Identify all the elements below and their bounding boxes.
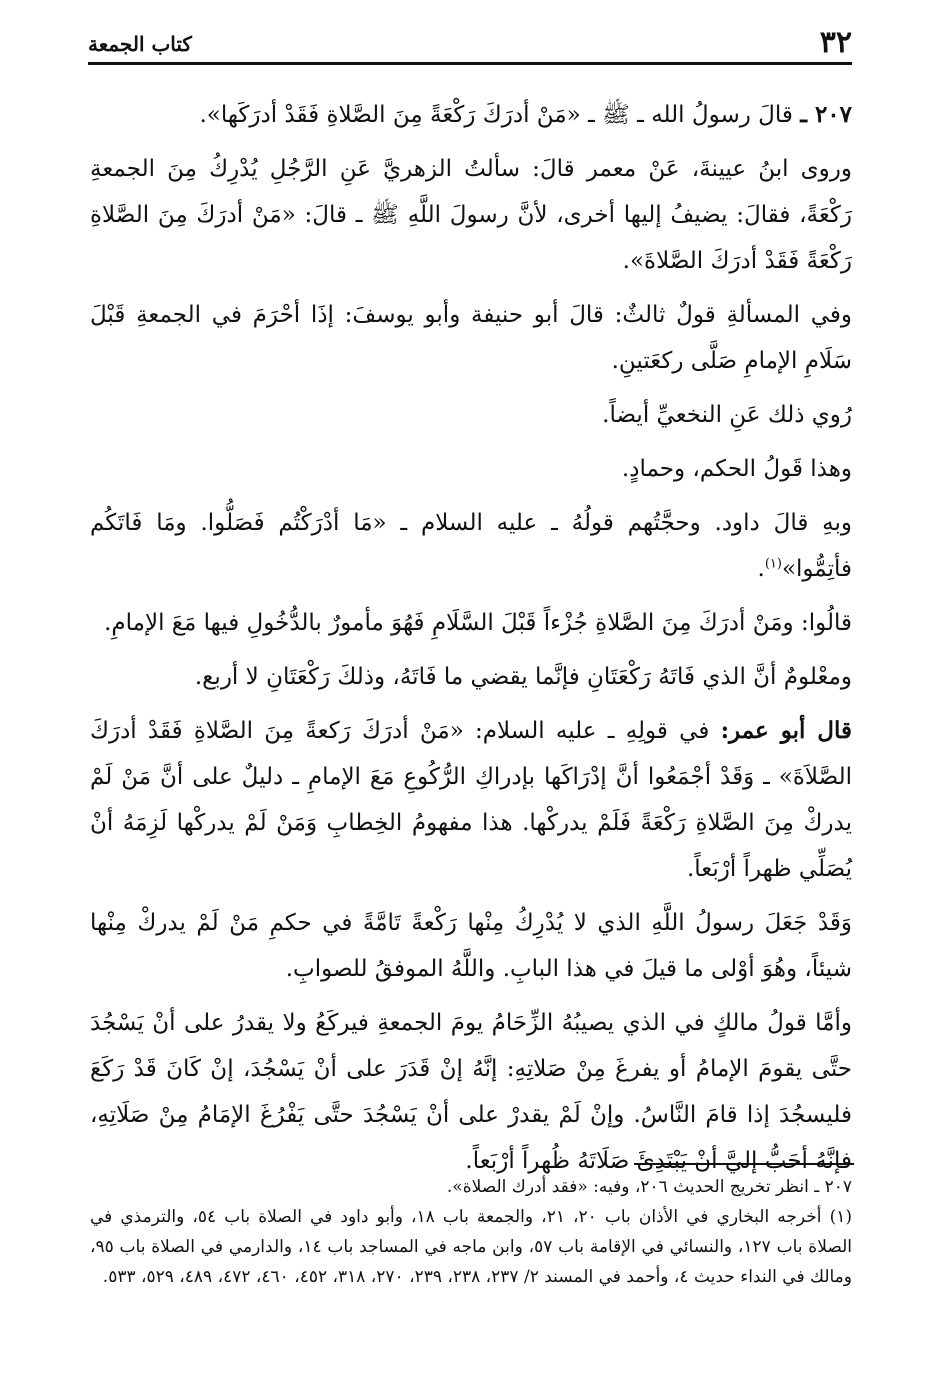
page-header (88, 22, 852, 65)
paragraph-text: قالَ رسولُ الله ـ ﷺ ـ «مَنْ أدرَكَ رَكْعَةً مِنَ الصَّلاةِ فَقَدْ أدرَكَها». (199, 102, 793, 128)
paragraph (90, 500, 852, 592)
paragraph-abu-umar (90, 708, 852, 892)
paragraph-tail: . (757, 556, 765, 582)
paragraph: وَقَدْ جَعَلَ رسولُ اللَّهِ الذي لا يُدْرِكُ مِنْها رَكْعةً تَامَّةً في حكمِ مَنْ لَمْ يدركْ مِنْها شيئاً، وهُوَ أوْلى ما قيلَ في هذا البابِ. واللَّهُ الموفقُ للصوابِ. (90, 910, 852, 982)
page-number: ٣٢ (819, 25, 852, 60)
speaker-lead: قال أبو عمر: (720, 717, 853, 744)
main-text (90, 92, 852, 1192)
footnote-reference[interactable]: (١) (764, 556, 782, 572)
footnote: (١) أخرجه البخاري في الأذان باب ٢٠، ٢١، والجمعة باب ١٨، وأبو داود في الصلاة باب ٥٤، والترمذي في الصلاة باب ١٢٧، والنسائي في الإقامة باب ٥٧، وابن ماجه في المساجد باب ١٤، والدارمي في الصلاة باب ٩٥، ومالك في النداء حديث ٤، وأحمد في المسند ٢/ ٢٣٧، ٢٣٨، ٢٣٩، ٢٧٠، ٣١٨، ٤٥٢، ٤٦٠، ٤٧٢، ٤٨٩، ٥٢٩، ٥٣٣. (90, 1207, 853, 1287)
paragraph: رُوي ذلك عَنِ النخعيِّ أيضاً. (602, 402, 852, 428)
paragraph: وفي المسألةِ قولٌ ثالثٌ: قالَ أبو حنيفة وأبو يوسفَ: إذَا أحْرَمَ في الجمعةِ قَبْلَ سَلَامِ الإمامِ صَلَّى ركعَتينِ. (90, 302, 852, 374)
paragraph: وهذا قَولُ الحكم، وحمادٍ. (621, 456, 852, 482)
paragraph: وروى ابنُ عيينةَ، عَنْ معمر قالَ: سألتُ الزهريَّ عَنِ الرَّجُلِ يُدْرِكُ مِنَ الجمعةِ رَكْعَةً، فقالَ: يضيفُ إليها أخرى، لأنَّ رسولَ اللَّهِ ﷺ ـ قالَ: «مَنْ أدرَكَ مِنَ الصَّلاةِ رَكْعَةً فَقَدْ أدرَكَ الصَّلاةَ». (90, 156, 852, 274)
paragraph: ومعْلومٌ أنَّ الذي فَاتَهُ رَكْعَتَانِ فإنَّما يقضي ما فَاتَهُ، وذلكَ رَكْعَتَانِ لا أربع. (194, 664, 852, 690)
paragraph: وأمَّا قولُ مالكٍ في الذي يصيبُهُ الزِّحَامُ يومَ الجمعةِ فيركَعُ ولا يقدرُ على أنْ يَسْجُدَ حتَّى يقومَ الإمامُ أو يفرغَ مِنْ صَلاتِهِ: إنَّهُ إنْ قَدَرَ على أنْ يَسْجُدَ، إنْ كَانَ قَدْ رَكَعَ فليسجُدَ إذا قامَ النَّاسُ. وإنْ لَمْ يقدرْ على أنْ يَسْجُدَ حتَّى يَفْرُغَ الإمَامُ مِنْ صَلَاتِهِ، فإنَّهُ أحَبُّ إليَّ أنْ يَبْتَدِئَ صَلَاتَهُ ظُهراً أرْبَعاً. (90, 1010, 852, 1174)
hadith-number: ٢٠٧ ـ (800, 101, 852, 128)
paragraph-hadith-207 (90, 92, 852, 138)
paragraph-text: في قولِهِ ـ عليه السلام: «مَنْ أدرَكَ رَكعةً مِنَ الصَّلاةِ فَقَدْ أدرَكَ الصَّلاَةَ» ـ وَقَدْ أجْمَعُوا أنَّ إدْرَاكَها بإدراكِ الرُّكُوعِ مَعَ الإمامِ ـ دليلٌ على أنَّ مَنْ لَمْ يدركْ مِنَ الصَّلاةِ رَكْعَةً فَلَمْ يدركْها. هذا مفهومُ الخِطابِ وَمَنْ لَمْ يدركْها لَزِمَهُ أنْ يُصَلِّي ظهراً أرْبَعاً. (90, 718, 852, 882)
book-title: كتاب الجمعة (88, 32, 192, 56)
footnotes (90, 1172, 852, 1292)
footnote: ٢٠٧ ـ انظر تخريج الحديث ٢٠٦، وفيه: «فقد أدرك الصلاة». (446, 1177, 852, 1197)
paragraph: قالُوا: ومَنْ أدرَكَ مِنَ الصَّلاةِ جُزْءاً قَبْلَ السَّلَامِ فَهُوَ مأمورٌ بالدُّخُولِ فيها مَعَ الإمامِ. (104, 610, 852, 636)
footnote-divider (634, 1163, 854, 1165)
paragraph-text: وبهِ قالَ داود. وحجَّتُهم قولُهُ ـ عليه السلام ـ «مَا أدْرَكْتُم فَصَلُّوا. ومَا فَاتَكُم فأتِمُّوا» (90, 510, 852, 582)
